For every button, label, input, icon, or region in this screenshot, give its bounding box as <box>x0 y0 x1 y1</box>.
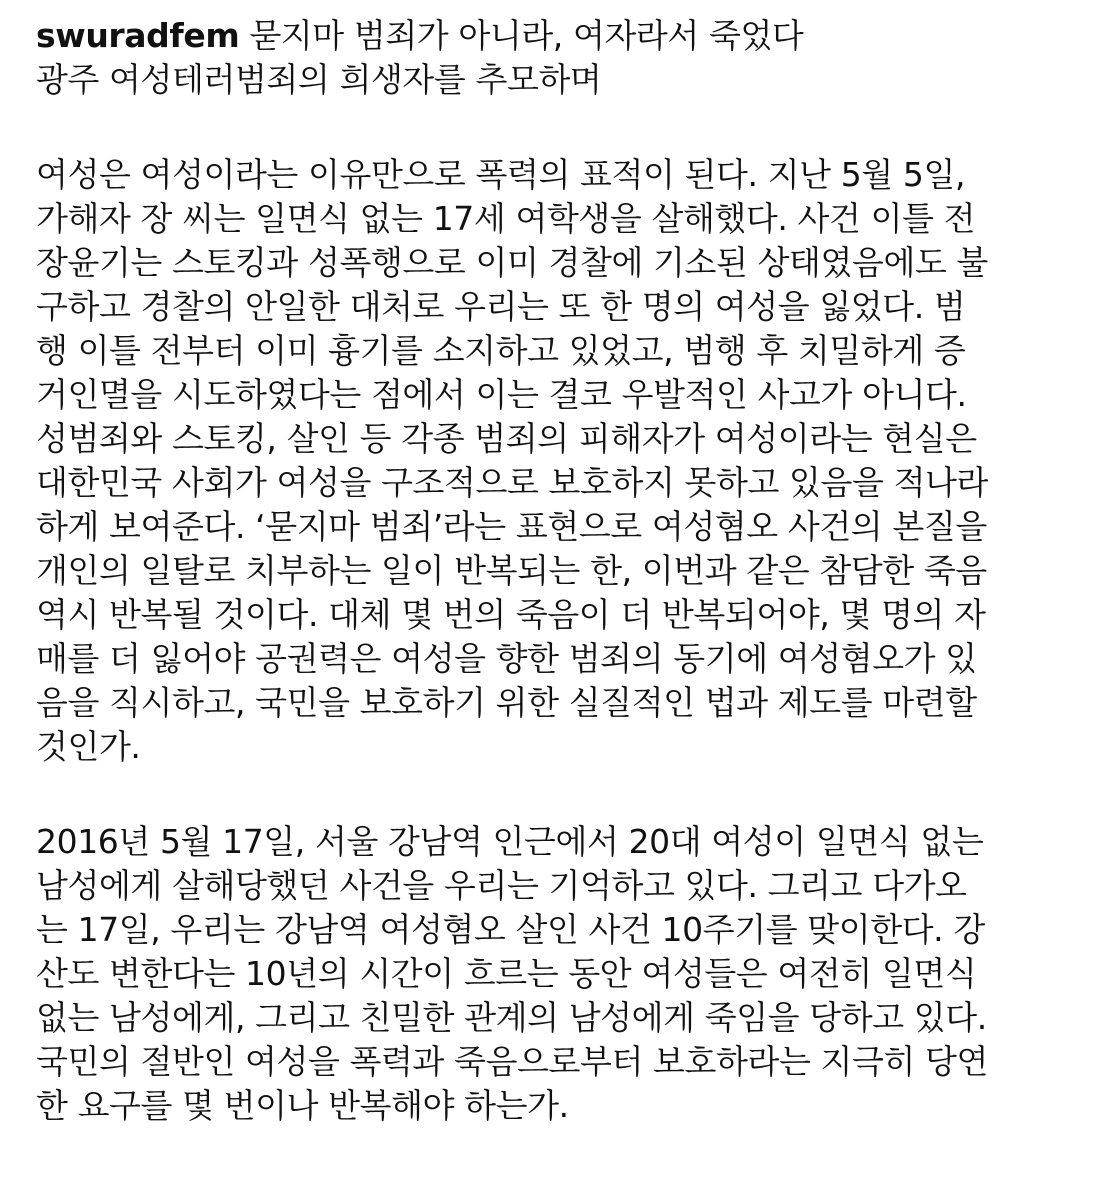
paragraph-2 <box>36 820 1066 1128</box>
paragraph-1-line: 거인멸을 시도하였다는 점에서 이는 결코 우발적인 사고가 아니다. <box>36 375 967 414</box>
paragraph-1-line: 하게 보여준다. ‘묻지마 범죄’라는 표현으로 여성혐오 사건의 본질을 <box>36 507 987 546</box>
paragraph-1-line: 구하고 경찰의 안일한 대처로 우리는 또 한 명의 여성을 잃었다. 범 <box>36 287 966 326</box>
caption-header <box>36 14 1066 58</box>
paragraph-2-line: 는 17일, 우리는 강남역 여성혐오 살인 사건 10주기를 맞이한다. 강 <box>36 910 985 949</box>
paragraph-1-line: 음을 직시하고, 국민을 보호하기 위한 실질적인 법과 제도를 마련할 <box>36 683 977 722</box>
paragraph-2-line: 한 요구를 몇 번이나 반복해야 하는가. <box>36 1086 569 1125</box>
post-subtitle: 광주 여성테러범죄의 희생자를 추모하며 <box>36 60 602 99</box>
paragraph-1-line: 가해자 장 씨는 일면식 없는 17세 여학생을 살해했다. 사건 이틀 전 <box>36 199 976 238</box>
paragraph-1 <box>36 153 1066 769</box>
paragraph-1-line: 역시 반복될 것이다. 대체 몇 번의 죽음이 더 반복되어야, 몇 명의 자 <box>36 595 986 634</box>
paragraph-2-line: 없는 남성에게, 그리고 친밀한 관계의 남성에게 죽임을 당하고 있다. <box>36 998 987 1037</box>
post-caption <box>36 14 1066 1128</box>
paragraph-2-line: 남성에게 살해당했던 사건을 우리는 기억하고 있다. 그리고 다가오 <box>36 866 967 905</box>
paragraph-2-line: 2016년 5월 17일, 서울 강남역 인근에서 20대 여성이 일면식 없는 <box>36 822 984 861</box>
username-link[interactable]: swuradfem <box>36 16 240 55</box>
paragraph-1-line: 것인가. <box>36 727 141 766</box>
paragraph-1-line: 개인의 일탈로 치부하는 일이 반복되는 한, 이번과 같은 참담한 죽음 <box>36 551 987 590</box>
paragraph-2-line: 국민의 절반인 여성을 폭력과 죽음으로부터 보호하라는 지극히 당연 <box>36 1042 989 1081</box>
post-title: 묻지마 범죄가 아니라, 여자라서 죽었다 <box>249 16 804 55</box>
paragraph-1-line: 대한민국 사회가 여성을 구조적으로 보호하지 못하고 있음을 적나라 <box>36 463 989 502</box>
paragraph-1-line: 행 이틀 전부터 이미 흉기를 소지하고 있었고, 범행 후 치밀하게 증 <box>36 331 966 370</box>
paragraph-2-line: 산도 변한다는 10년의 시간이 흐르는 동안 여성들은 여전히 일면식 <box>36 954 977 993</box>
paragraph-spacer <box>36 102 1066 153</box>
paragraph-1-line: 장윤기는 스토킹과 성폭행으로 이미 경찰에 기소된 상태였음에도 불 <box>36 243 989 282</box>
paragraph-1-line: 여성은 여성이라는 이유만으로 폭력의 표적이 된다. 지난 5월 5일, <box>36 155 966 194</box>
paragraph-spacer <box>36 769 1066 820</box>
paragraph-1-line: 매를 더 잃어야 공권력은 여성을 향한 범죄의 동기에 여성혐오가 있 <box>36 639 977 678</box>
paragraph-1-line: 성범죄와 스토킹, 살인 등 각종 범죄의 피해자가 여성이라는 현실은 <box>36 419 977 458</box>
